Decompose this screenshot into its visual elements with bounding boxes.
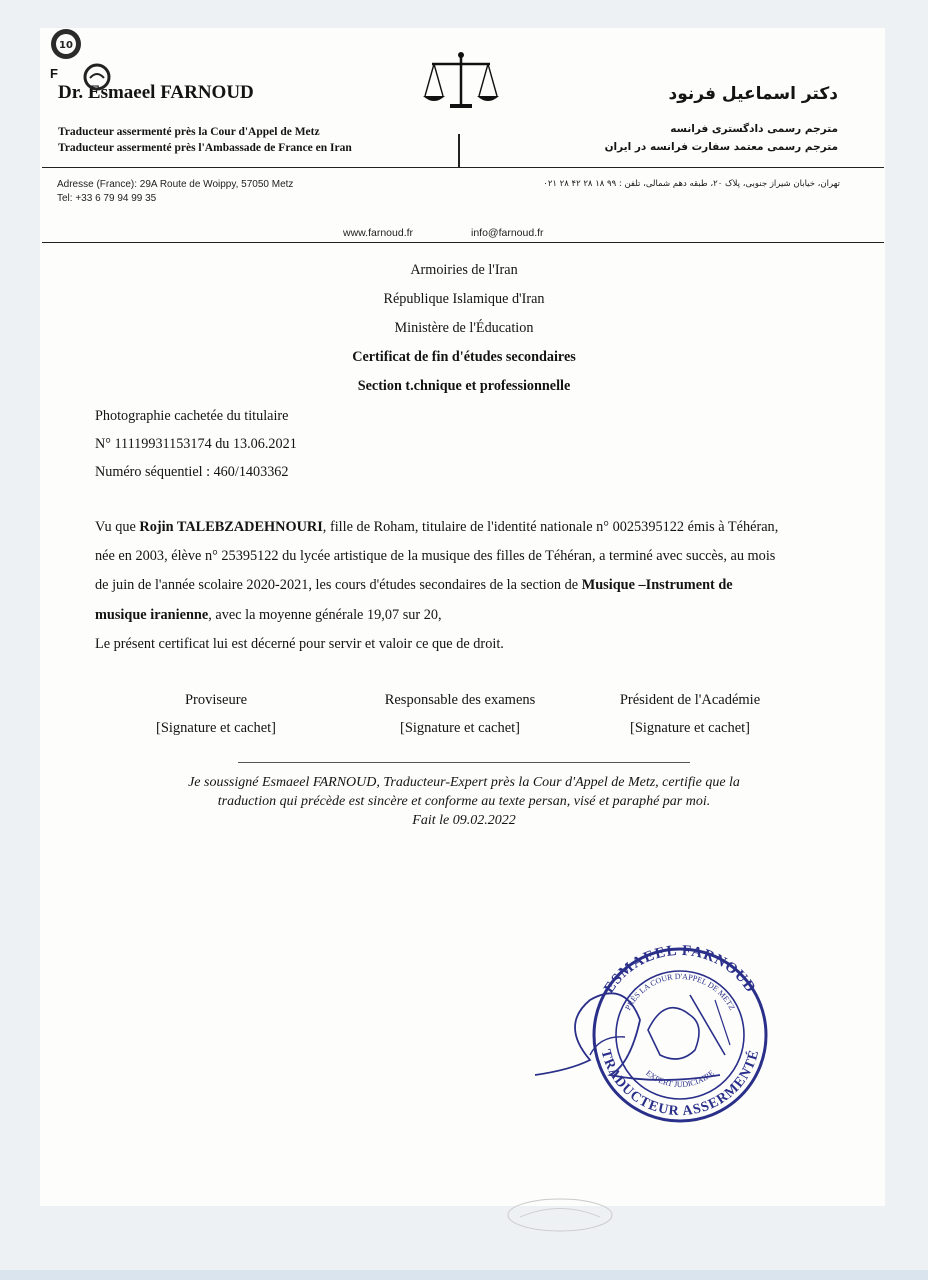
signature-role: Proviseure (184, 692, 247, 708)
header-rule-bottom (42, 242, 884, 243)
scales-of-justice-icon (420, 50, 502, 112)
attestation-line-2: traduction qui précède est sincère et conforme au texte persan, visé et paraphé par moi. (217, 794, 711, 809)
badge-number: 10 (59, 40, 73, 51)
bottom-band (0, 1270, 928, 1280)
study-section: Musique –Instrument de musique iranienne (95, 577, 733, 623)
name-prefix: F (50, 66, 58, 81)
email-link[interactable]: info@farnoud.fr (471, 227, 544, 239)
translator-name: Dr. Esmaeel FARNOUD (58, 82, 254, 103)
translator-subtitle-1: Traducteur assermenté près la Cour d'Appel de Metz (58, 126, 320, 138)
attestation-date: Fait le 09.02.2022 (412, 813, 516, 828)
signature-note: [Signature et cachet] (400, 720, 520, 736)
translator-subtitle-fa-2: مترجم رسمی معتمد سفارت فرانسه در ایران (604, 141, 838, 153)
header-rule-top (42, 167, 884, 168)
header-divider (458, 134, 460, 168)
ministry-line: Ministère de l'Éducation (394, 320, 534, 336)
translator-subtitle-2: Traducteur assermenté près l'Ambassade de France en Iran (58, 142, 352, 154)
svg-text:ESMAEEL FARNOUD (601, 943, 759, 996)
translator-name-fa: دکتر اسماعیل فرنود (668, 84, 838, 104)
translator-stamp (530, 925, 780, 1125)
address-fr: Adresse (France): 29A Route de Woippy, 57050 Metz (57, 179, 294, 190)
signature-note: [Signature et cachet] (630, 720, 750, 736)
telephone: Tel: +33 6 79 94 99 35 (57, 193, 157, 204)
sequence-number: Numéro séquentiel : 460/1403362 (95, 464, 289, 480)
stamp-outer-top: ESMAEEL FARNOUD (601, 942, 759, 997)
body-closing: Le présent certificat lui est décerné pour servir et valoir ce que de droit. (95, 635, 504, 652)
photo-note: Photographie cachetée du titulaire (95, 408, 289, 424)
page-number-badge (46, 24, 86, 64)
certificate-body (95, 513, 785, 659)
certificate-number: N° 11119931153174 du 13.06.2021 (95, 436, 297, 452)
address-fa: تهران، خیابان شیراز جنوبی، پلاک ۲۰، طبقه دهم شمالی، تلفن : ۹۹ ۱۸ ۲۸ ۴۲ ۲۸ ۰۲۱ (543, 179, 840, 189)
svg-text:PRÈS LA COUR D'APPEL DE METZ (623, 972, 736, 1012)
signature-block-principal (86, 686, 346, 742)
signature-block-academy (560, 686, 820, 742)
stamp-inner-top: PRÈS LA COUR D'APPEL DE METZ (623, 971, 737, 1012)
attestation-line-1: Je soussigné Esmaeel FARNOUD, Traducteur-Expert près la Cour d'Appel de Metz, certifie que la (188, 775, 740, 790)
stamp-inner-bottom: EXPERT JUDICIAIRE (644, 1068, 716, 1090)
section-title: Section t.chnique et professionnelle (357, 378, 571, 394)
certificate-title: Certificat de fin d'études secondaires (352, 349, 576, 365)
signature-block-exams (330, 686, 590, 742)
website-link[interactable]: www.farnoud.fr (343, 227, 414, 239)
body-grade: , avec la moyenne générale 19,07 sur 20, (208, 606, 442, 623)
attestation-separator (238, 762, 690, 763)
signature-role: Président de l'Académie (619, 692, 761, 708)
stamp-outer-bottom: TRADUCTEUR ASSERMENTÉ (597, 1047, 763, 1120)
signature-note: [Signature et cachet] (156, 720, 276, 736)
translator-subtitle-fa-1: مترجم رسمی دادگستری فرانسه (670, 123, 838, 135)
faint-watermark (500, 1195, 620, 1235)
signature-role: Responsable des examens (384, 692, 536, 708)
body-details: , fille de Roham, titulaire de l'identité nationale n° 0025395122 émis à Téhéran, née en 2003, élève n° 25395122 du lycée artistique de la musique des filles de Téhéran, a terminé avec succès, au mois de juin de l'année scolaire 2020-2021, les cours d'études secondaires de la section de (95, 519, 779, 594)
body-intro: Vu que (95, 519, 140, 535)
handwritten-mark (80, 60, 114, 94)
republic-line: République Islamique d'Iran (383, 291, 545, 307)
coat-of-arms-line: Armoiries de l'Iran (410, 262, 518, 278)
student-name: Rojin TALEBZADEHNOURI (139, 519, 323, 535)
